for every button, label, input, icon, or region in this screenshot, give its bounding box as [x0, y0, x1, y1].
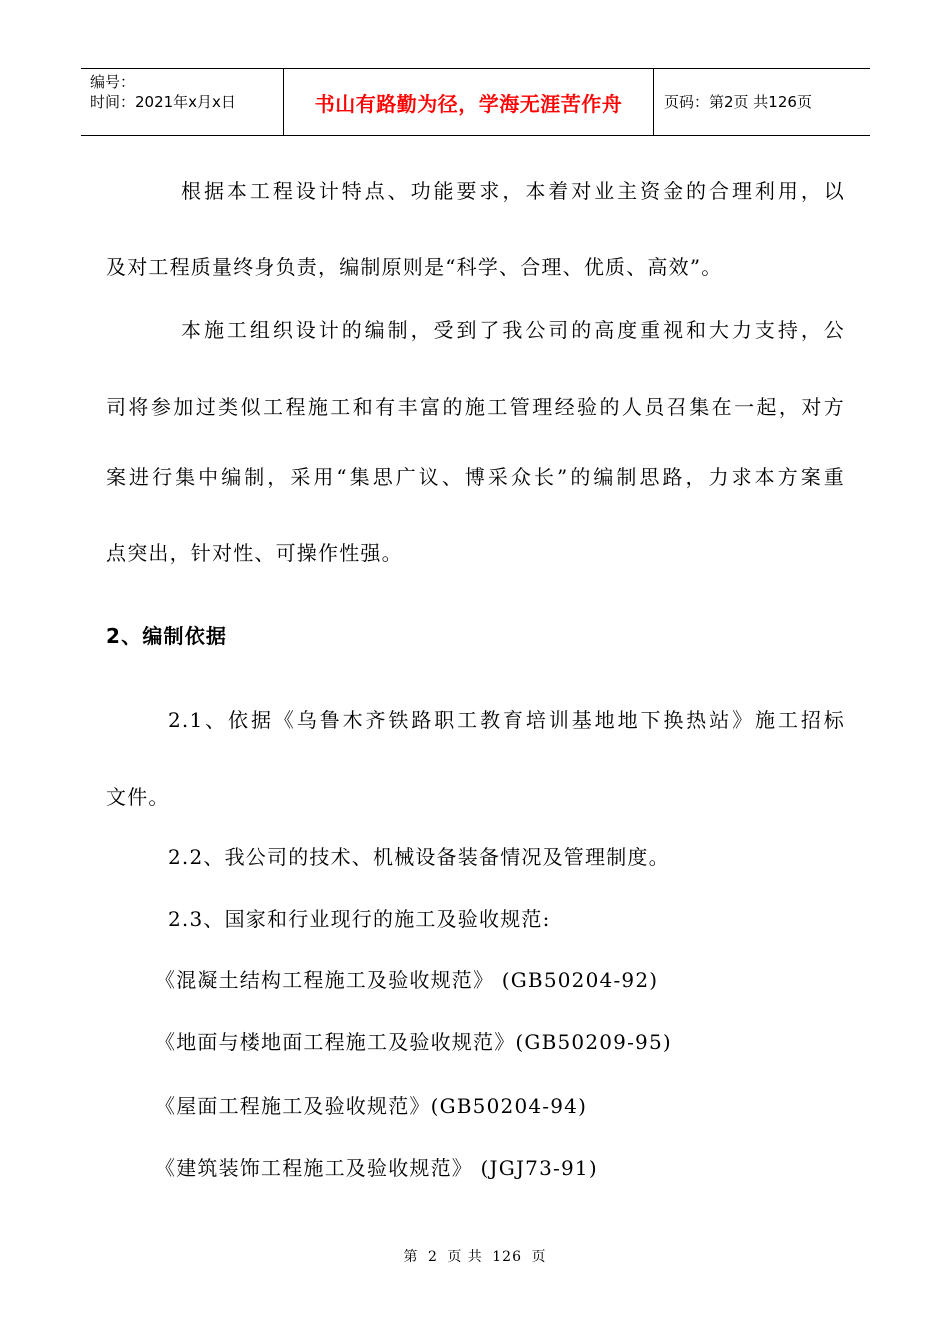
paragraph-1-line-2: 及对工程质量终身负责，编制原则是“科学、合理、优质、高效”。 [106, 255, 723, 279]
item-2-3: 2.3、国家和行业现行的施工及验收规范: [168, 907, 551, 931]
document-date-label: 时间：2021年x月x日 [90, 93, 236, 111]
header-motto-cell [283, 69, 654, 135]
page-footer [0, 1246, 950, 1266]
footer-page-total: 126 [492, 1249, 522, 1265]
page-header [81, 68, 870, 136]
footer-page-current: 2 [427, 1249, 438, 1265]
paragraph-2-line-2: 司将参加过类似工程施工和有丰富的施工管理经验的人员召集在一起，对方 [106, 395, 845, 419]
standard-item: 《混凝土结构工程施工及验收规范》 (GB50204-92) [155, 968, 659, 992]
footer-page-suffix: 页 [531, 1249, 547, 1265]
footer-page-prefix: 第 [403, 1249, 419, 1265]
paragraph-2-line-1: 本施工组织设计的编制，受到了我公司的高度重视和大力支持，公 [181, 318, 845, 342]
paragraph-2-line-4: 点突出，针对性、可操作性强。 [106, 541, 403, 565]
paragraph-2-line-3: 案进行集中编制，采用“集思广议、博采众长”的编制思路，力求本方案重 [106, 465, 845, 489]
header-meta-cell [81, 69, 283, 135]
paragraph-1-line-1: 根据本工程设计特点、功能要求，本着对业主资金的合理利用，以 [181, 179, 845, 203]
standard-item: 《地面与楼地面工程施工及验收规范》(GB50209-95) [155, 1030, 672, 1054]
section-heading: 2、编制依据 [106, 624, 228, 648]
header-page-cell [654, 69, 870, 135]
header-motto: 书山有路勤为径，学海无涯苦作舟 [314, 91, 623, 116]
header-page-number: 页码：第2页 共126页 [664, 93, 812, 111]
item-2-1-line-2: 文件。 [106, 785, 170, 809]
document-number-label: 编号： [90, 73, 136, 91]
footer-page-mid: 页 共 [447, 1249, 483, 1265]
standard-item: 《建筑装饰工程施工及验收规范》 (JGJ73-91) [155, 1156, 598, 1180]
item-2-2: 2.2、我公司的技术、机械设备装备情况及管理制度。 [168, 845, 670, 869]
item-2-1-line-1: 2.1、依据《乌鲁木齐铁路职工教育培训基地地下换热站》施工招标 [168, 708, 845, 732]
standard-item: 《屋面工程施工及验收规范》(GB50204-94) [155, 1094, 588, 1118]
